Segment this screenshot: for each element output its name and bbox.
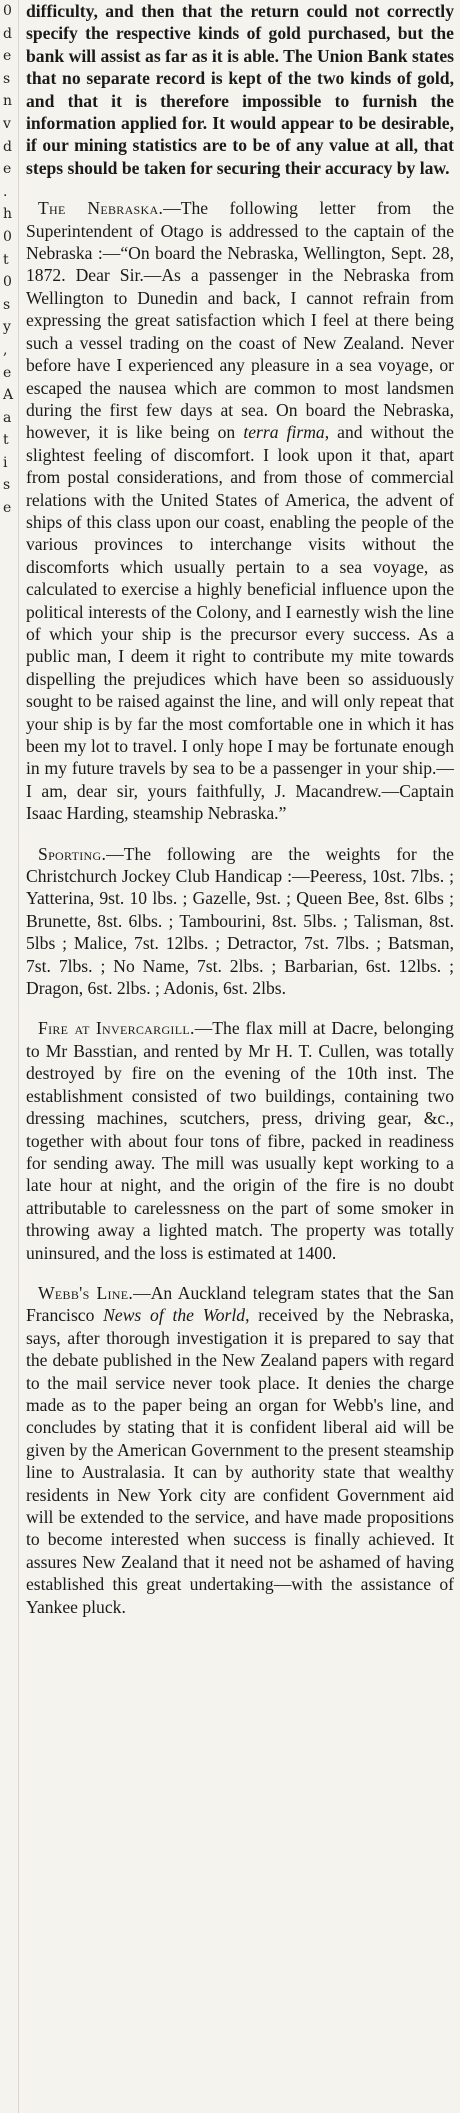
gutter-char: h bbox=[3, 206, 13, 223]
article-body: —The following are the weights for the Christchurch Jockey Club Handicap :—Peeress, 10st. 7lbs. ; Yatterina, 9st. 10 lbs. ; Gazelle, 9st. ; Queen Bee, 8st. 6lbs ; Brunette, 8st. 6lbs. ; Tambourini, 8st. 5lbs. ; Talisman, 8st. 5lbs ; Malice, 7st. 12lbs. ; Detractor, 7st. 7lbs. ; Batsman, 7st. 7lbs. ; No Name, 7st. 2lbs. ; Barbarian, 6st. 12lbs. ; Dragon, 6st. 2lbs. ; Adonis, 6st. 2lbs. bbox=[26, 843, 454, 999]
gutter-char: v bbox=[3, 115, 11, 132]
article-lead: —The following letter from the Superintendent of Otago is addressed to the captain of the Nebraska :— bbox=[26, 198, 455, 264]
article-body: —An Auckland telegram states that the San Francisco bbox=[26, 1282, 454, 1326]
article-heading: Webb's Line. bbox=[38, 1282, 134, 1303]
gutter-char: s bbox=[3, 477, 11, 494]
article-body-cont: , received by the Nebraska, says, after thorough investigation it is prepared to say that the debate published in the New Zealand papers with regard to the mail service never took place. It denies the charge made as to the paper being an organ for Webb's line, and concludes by stating that it is confident liberal aid will be given by the American Government to the present steamship line to Australasia. It can by authority state that wealthy residents in New York city are confident Government aid will be extended to the service, and have made propositions to become interested when success is finally achieved. It assures New Zealand that it need not be ashamed of having established this great undertaking—with the assistance of Yankee pluck. bbox=[26, 1305, 454, 1617]
gutter-char: e bbox=[3, 48, 12, 65]
gutter-char: t bbox=[3, 432, 9, 449]
article-sporting bbox=[26, 843, 454, 1000]
article-continuation bbox=[26, 0, 454, 179]
gutter-char: d bbox=[3, 138, 12, 155]
gutter-char: s bbox=[3, 70, 11, 87]
gutter-char: . bbox=[3, 183, 8, 200]
article-nebraska bbox=[26, 197, 454, 824]
gutter-char: A bbox=[3, 387, 14, 404]
article-paragraph bbox=[26, 843, 454, 1000]
article-column bbox=[26, 0, 454, 1618]
gutter-char: y bbox=[3, 319, 11, 336]
article-heading: Sporting. bbox=[38, 843, 107, 864]
gutter-char: e bbox=[3, 364, 12, 381]
gutter-char: d bbox=[3, 25, 12, 42]
gutter-char: 0 bbox=[3, 274, 12, 291]
article-body: —The flax mill at Dacre, belonging to Mr Basstian, and rented by Mr H. T. Cullen, was totally destroyed by fire on the evening of the 10th inst. The establishment consisted of two buildings, containing two dressing machines, scutchers, press, driving gear, &c., together with about four tons of fibre, packed in readiness for sending away. The mill was usually kept working to a late hour at night, and the origin of the fire is no doubt attributable to carelessness on the part of some smoker in throwing away a lighted match. The property was totally uninsured, and the loss is estimated at 1400. bbox=[26, 1018, 454, 1263]
gutter-char: 0 bbox=[3, 3, 12, 19]
gutter-char: , bbox=[3, 341, 8, 358]
article-heading: The Nebraska. bbox=[38, 198, 164, 219]
gutter-char: n bbox=[3, 93, 13, 110]
gutter-char: i bbox=[3, 454, 8, 471]
article-webbs-line bbox=[26, 1282, 454, 1618]
article-paragraph bbox=[26, 197, 454, 824]
article-body: “On board the Nebraska, Wellington, Sept. 28, 1872. Dear Sir.—As a passenger in the Nebraska from Wellington to Dunedin and back, I cannot refrain from expressing the great satisfaction which I feel at there being such a vessel trading on the coast of New Zealand. Never before have I experienced any pleasure in a sea voyage, or escaped the nausea which are common to most landsmen during the first few days at sea. On board the Nebraska, however, it is like being on bbox=[26, 243, 454, 443]
article-body-cont: , and without the slightest feeling of discomfort. I look upon it that, apart from postal considerations, and from those of commercial relations with the United States of America, the advent of ships of this class upon our coast, enabling the people of the various provinces to interchange visits without the discomforts which usually pertain to a sea voyage, as calculated to exercise a highly beneficial influence upon the political interests of the Colony, and I earnestly wish the line of which your ship is the precursor every success. As a public man, I deem it right to contribute my mite towards dispelling the prejudices which have been so assiduously sought to be raised against the line, and will only repeat that your ship is by far the most comfortable one in which it has been my lot to travel. I only hope I may be fortunate enough in my future travels by sea to be a passenger in your ship.—I am, dear sir, yours faithfully, J. Macandrew.—Captain Isaac Harding, steamship Nebraska.” bbox=[26, 422, 454, 824]
article-paragraph bbox=[26, 1282, 454, 1618]
left-column-edge bbox=[0, 0, 19, 2113]
gutter-char: a bbox=[3, 409, 12, 426]
gutter-char: s bbox=[3, 296, 11, 313]
article-italic-phrase: terra firma bbox=[243, 422, 325, 443]
article-heading: Fire at Invercargill. bbox=[38, 1018, 195, 1039]
article-paragraph bbox=[26, 1017, 454, 1263]
continuation-text: difficulty, and then that the return could not correctly specify the respective kinds of gold purchased, but the bank will assist as far as it is able. The Union Bank states that no separate record is kept of the two kinds of gold, and that it is therefore impossible to furnish the information applied for. It would appear to be desirable, if our mining statistics are to be of any value at all, that steps should be taken for securing their accuracy by law. bbox=[26, 1, 454, 178]
article-italic-phrase: News of the World bbox=[103, 1305, 246, 1326]
gutter-char: e bbox=[3, 500, 12, 517]
gutter-char: t bbox=[3, 251, 9, 268]
gutter-char: 0 bbox=[3, 228, 12, 245]
article-invercargill bbox=[26, 1017, 454, 1263]
gutter-char: e bbox=[3, 161, 12, 178]
